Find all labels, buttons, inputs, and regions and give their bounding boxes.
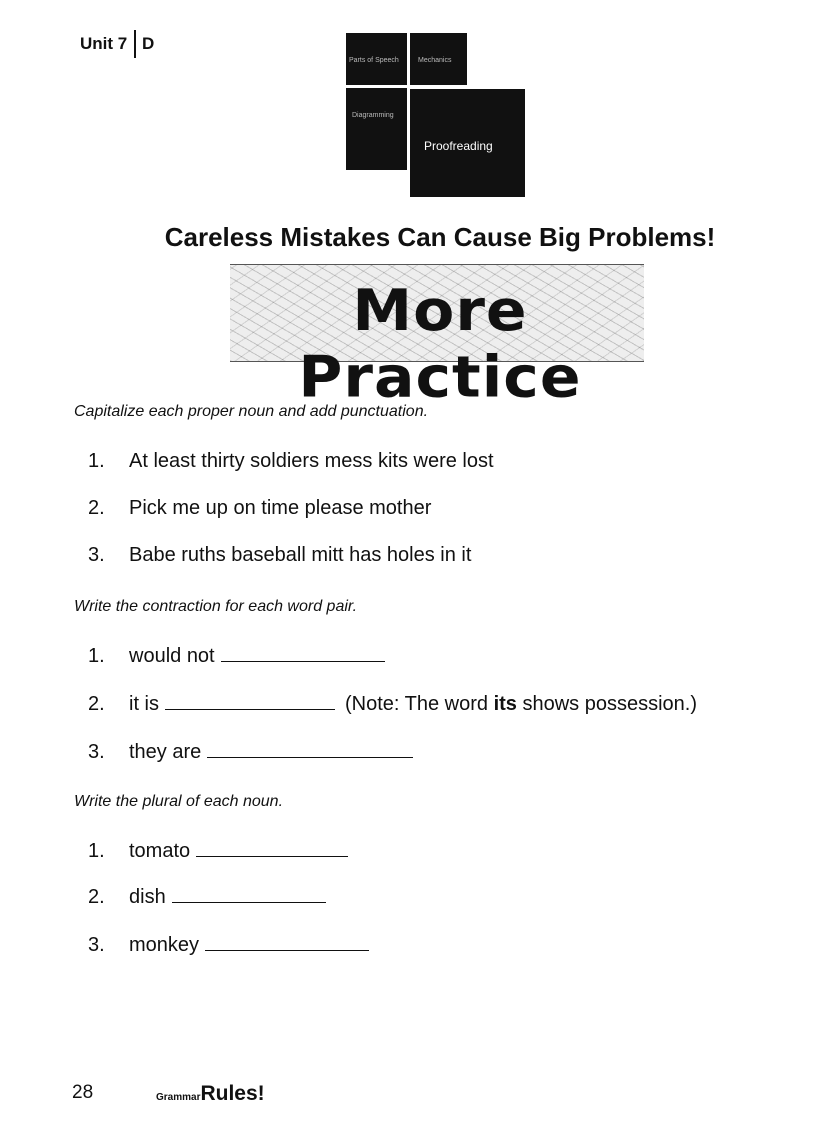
brand-big: Rules! [200, 1082, 265, 1105]
category-label: Proofreading [424, 139, 493, 153]
brand-logo [156, 1082, 265, 1106]
item-number: 3. [88, 934, 105, 956]
answer-blank[interactable] [196, 838, 348, 857]
unit-label: Unit 7 [80, 34, 128, 53]
category-label: Mechanics [418, 57, 452, 64]
item-text: At least thirty soldiers mess kits were lost [129, 450, 494, 472]
item-number: 3. [88, 544, 105, 566]
page-title: Careless Mistakes Can Cause Big Problems! [164, 222, 716, 252]
item-text: Pick me up on time please mother [129, 497, 432, 519]
item-text: dish [129, 886, 166, 908]
brand-small: Grammar [156, 1092, 201, 1103]
category-box-parts-of-speech [346, 33, 407, 85]
answer-blank[interactable] [221, 643, 385, 662]
category-box-proofreading [410, 89, 525, 197]
item-number: 2. [88, 693, 105, 715]
answer-blank[interactable] [165, 691, 335, 710]
instruction-contraction: Write the contraction for each word pair. [74, 598, 358, 615]
item-number: 1. [88, 450, 105, 472]
note-text: shows possession.) [516, 693, 698, 715]
category-box-diagramming [346, 88, 407, 170]
category-label: Parts of Speech [349, 57, 399, 64]
note-text: (Note: The word [345, 693, 494, 715]
list-item [88, 932, 369, 957]
list-item [88, 884, 326, 909]
item-text: it is [129, 693, 159, 715]
item-text: monkey [129, 934, 200, 956]
instruction-capitalize: Capitalize each proper noun and add punctuation. [74, 403, 429, 420]
answer-blank[interactable] [172, 884, 326, 903]
answer-blank[interactable] [205, 932, 369, 951]
unit-letter: D [142, 34, 155, 53]
list-item [88, 544, 471, 567]
category-box-mechanics [410, 33, 467, 85]
list-item [88, 497, 431, 520]
list-item [88, 691, 697, 716]
item-number: 1. [88, 840, 105, 862]
banner-text: More Practice [298, 277, 582, 411]
answer-blank[interactable] [207, 739, 413, 758]
note-bold-word: its [493, 693, 517, 715]
more-practice-banner [230, 260, 644, 411]
category-label: Diagramming [352, 112, 394, 119]
list-item [88, 739, 413, 764]
item-number: 3. [88, 741, 105, 763]
instruction-plural: Write the plural of each noun. [74, 793, 284, 810]
list-item [88, 643, 385, 668]
list-item [88, 450, 494, 473]
list-item [88, 838, 348, 863]
item-text: tomato [129, 840, 191, 862]
item-number: 2. [88, 886, 105, 908]
unit-divider [134, 30, 136, 58]
page-number: 28 [72, 1082, 94, 1103]
item-number: 2. [88, 497, 105, 519]
item-text: they are [129, 741, 202, 763]
item-text: would not [129, 645, 215, 667]
item-number: 1. [88, 645, 105, 667]
item-text: Babe ruths baseball mitt has holes in it [129, 544, 472, 566]
